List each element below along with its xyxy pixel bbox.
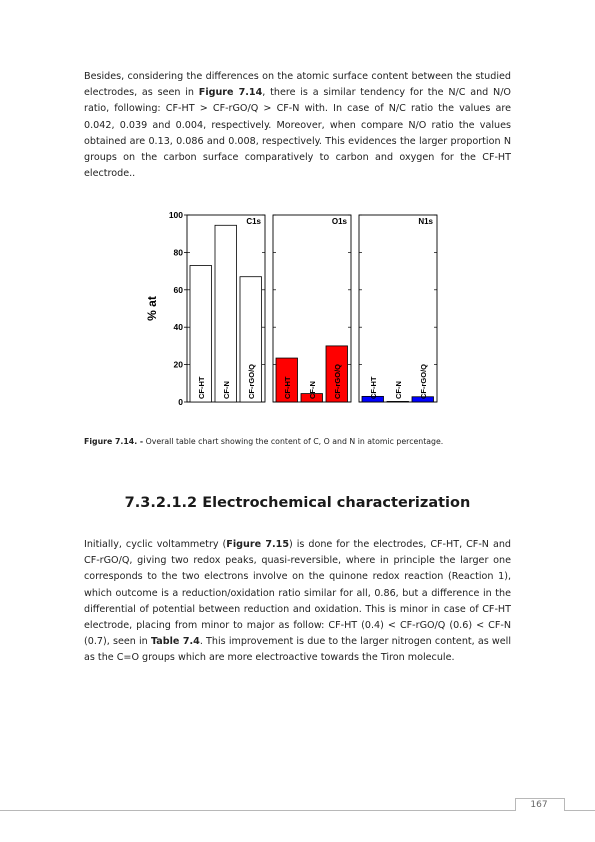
y-tick-label: 80 [173, 247, 183, 258]
paragraph2-run: ) is done for the electrodes, CF-HT, CF-N and CF-rGO/Q, giving two redox peaks, quasi-reversible, where in principle the larger one corresponds to the two electrons involve on the quinone redox reaction (Reaction 1), which outcome is a reduction/oxidation ratio similar for all, 0.86, but a difference in the differential of potential between reduction and oxidation. This is minor in case of CF-HT electrode, placing from minor to major as follow: CF-HT (0.4) < CF-rGO/Q (0.6) < CF-N (0.7), seen in [84, 539, 511, 648]
figure-caption [84, 437, 443, 446]
y-tick-label: 60 [173, 284, 183, 295]
footer-rule [0, 810, 595, 811]
y-tick-label: 40 [173, 322, 183, 333]
panel-title: N1s [418, 217, 433, 226]
y-tick-label: 100 [168, 210, 183, 220]
caption-label: Figure 7.14. - [84, 437, 144, 446]
bar-category-label: CF-HT [196, 376, 206, 399]
bar-category-label: CF-rGO/Q [246, 364, 256, 399]
bar [387, 401, 409, 402]
bar-category-label: CF-rGO/Q [332, 364, 342, 399]
atomic-content-chart [138, 206, 443, 406]
bar-category-label: CF-rGO/Q [418, 364, 428, 399]
intro-paragraph [84, 69, 511, 182]
paragraph2-run: Table 7.4 [150, 636, 200, 648]
paragraph1-run: Besides, considering the differences on the atomic surface content between the studied electrodes, as seen in [84, 71, 511, 99]
bar-category-label: CF-N [307, 381, 317, 399]
paragraph2-run: . This improvement is due to the larger nitrogen content, as well as the C=O groups which are more electroactive towards the Tiron molecule. [84, 636, 512, 664]
y-tick-label: 20 [173, 359, 183, 370]
panel-title: C1s [246, 217, 261, 226]
atomic-content-figure [138, 206, 443, 406]
bar-category-label: CF-N [221, 381, 231, 399]
bar-category-label: CF-N [393, 381, 403, 399]
bar-category-label: CF-HT [282, 376, 292, 399]
page-number: 167 [530, 800, 548, 810]
electrochemical-paragraph [84, 537, 511, 667]
section-heading: 7.3.2.1.2 Electrochemical characterization [124, 495, 471, 511]
paragraph1-run: Figure 7.14 [198, 87, 263, 99]
bar-category-label: CF-HT [368, 376, 378, 399]
bar [215, 225, 237, 402]
caption-text: Overall table chart showing the content of C, O and N in atomic percentage. [143, 437, 444, 446]
y-axis-label: % at [145, 296, 159, 321]
paragraph2-run: Initially, cyclic voltammetry ( [84, 539, 227, 550]
paragraph2-run: Figure 7.15 [226, 539, 290, 550]
paragraph1-run: , there is a similar tendency for the N/C and N/O ratio, following: CF-HT > CF-rGO/Q > CF-N with. In case of N/C ratio the values are 0.042, 0.039 and 0.004, respectively. Moreover, when compare N/O ratio the values obtained are 0.13, 0.086 and 0.008, respectively. This evidences the larger proportion N groups on the carbon surface comparatively to carbon and oxygen for the CF-HT electrode.. [84, 87, 511, 180]
y-tick-label: 0 [178, 397, 183, 406]
panel-title: O1s [331, 217, 347, 226]
